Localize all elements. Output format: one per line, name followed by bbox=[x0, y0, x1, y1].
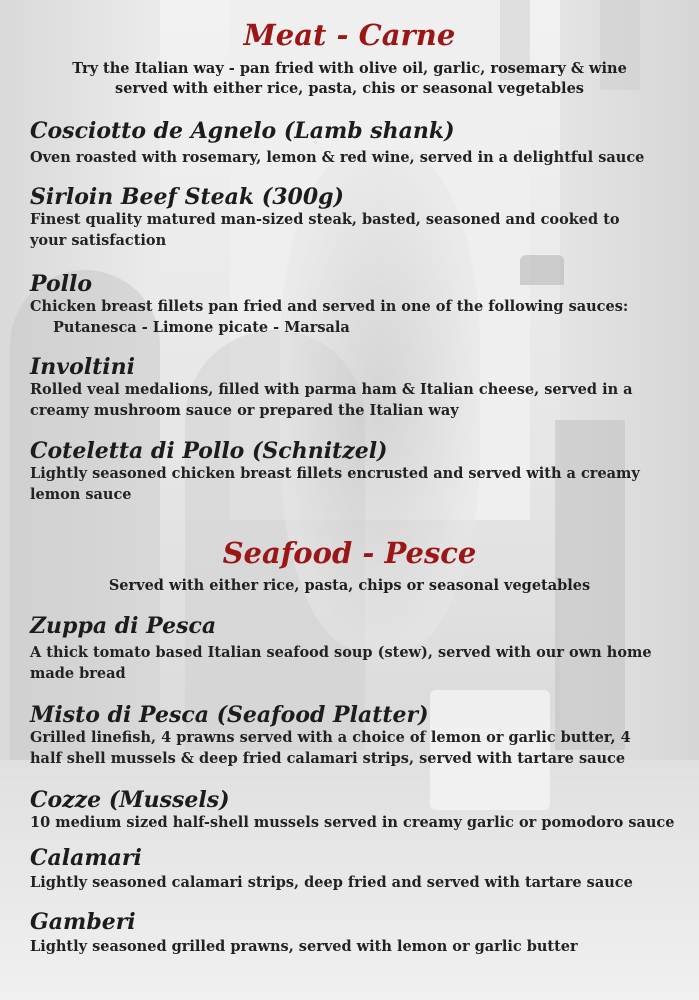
menu-item-description: Rolled veal medalions, filled with parma ham & Italian cheese, served in a creamy mushroom sauce or prepared the Italian way bbox=[30, 381, 633, 419]
menu-item bbox=[30, 438, 680, 505]
menu-item bbox=[30, 702, 680, 769]
menu-item-name: Cosciotto de Agnelo (Lamb shank) bbox=[30, 118, 455, 144]
seafood-section-title: Seafood - Pesce bbox=[222, 536, 477, 570]
menu-item-name: Misto di Pesca (Seafood Platter) bbox=[30, 702, 429, 728]
menu-item-name: Calamari bbox=[30, 845, 142, 871]
menu-item bbox=[30, 184, 680, 251]
menu-item-description: Finest quality matured man-sized steak, basted, seasoned and cooked to your satisfaction bbox=[30, 211, 620, 249]
meat-section-title: Meat - Carne bbox=[243, 18, 456, 52]
sauce-options: Putanesca - Limone picate - Marsala bbox=[53, 318, 350, 336]
menu-item-name: Pollo bbox=[30, 271, 93, 297]
seafood-subtitle: Served with either rice, pasta, chips or seasonal vegetables bbox=[108, 577, 591, 594]
menu-item-description: Oven roasted with rosemary, lemon & red wine, served in a delightful sauce bbox=[30, 149, 645, 166]
menu-item-name: Sirloin Beef Steak (300g) bbox=[30, 184, 344, 210]
menu-item-name: Cozze (Mussels) bbox=[30, 787, 230, 813]
menu-item-description: Chicken breast fillets pan fried and served in one of the following sauces: bbox=[30, 298, 629, 315]
meat-subtitle-line-1: Try the Italian way - pan fried with olive oil, garlic, rosemary & wine bbox=[72, 60, 627, 77]
menu-item bbox=[30, 909, 680, 958]
menu-item-description: A thick tomato based Italian seafood soup (stew), served with our own home made bread bbox=[30, 644, 652, 682]
menu-item-description: 10 medium sized half-shell mussels served in creamy garlic or pomodoro sauce bbox=[30, 814, 675, 831]
menu-item-name: Coteletta di Pollo (Schnitzel) bbox=[30, 438, 388, 464]
meat-subtitle-line-2: served with either rice, pasta, chis or seasonal vegetables bbox=[115, 80, 584, 97]
menu-item bbox=[30, 787, 680, 834]
menu-item-description: Lightly seasoned chicken breast fillets encrusted and served with a creamy lemon sauce bbox=[30, 465, 640, 503]
menu-item bbox=[30, 271, 680, 338]
menu-item-name: Zuppa di Pesca bbox=[30, 613, 217, 639]
menu-item-description: Lightly seasoned calamari strips, deep fried and served with tartare sauce bbox=[30, 874, 633, 891]
menu-item bbox=[30, 354, 680, 421]
menu-item bbox=[30, 118, 680, 169]
menu-item bbox=[30, 845, 680, 894]
menu-item-name: Gamberi bbox=[30, 909, 136, 935]
menu-item-description: Lightly seasoned grilled prawns, served with lemon or garlic butter bbox=[30, 938, 578, 955]
menu-item-name: Involtini bbox=[30, 354, 135, 380]
menu-item bbox=[30, 613, 680, 684]
menu-item-description: Grilled linefish, 4 prawns served with a choice of lemon or garlic butter, 4 half shell mussels & deep fried calamari strips, served with tartare sauce bbox=[30, 729, 631, 767]
